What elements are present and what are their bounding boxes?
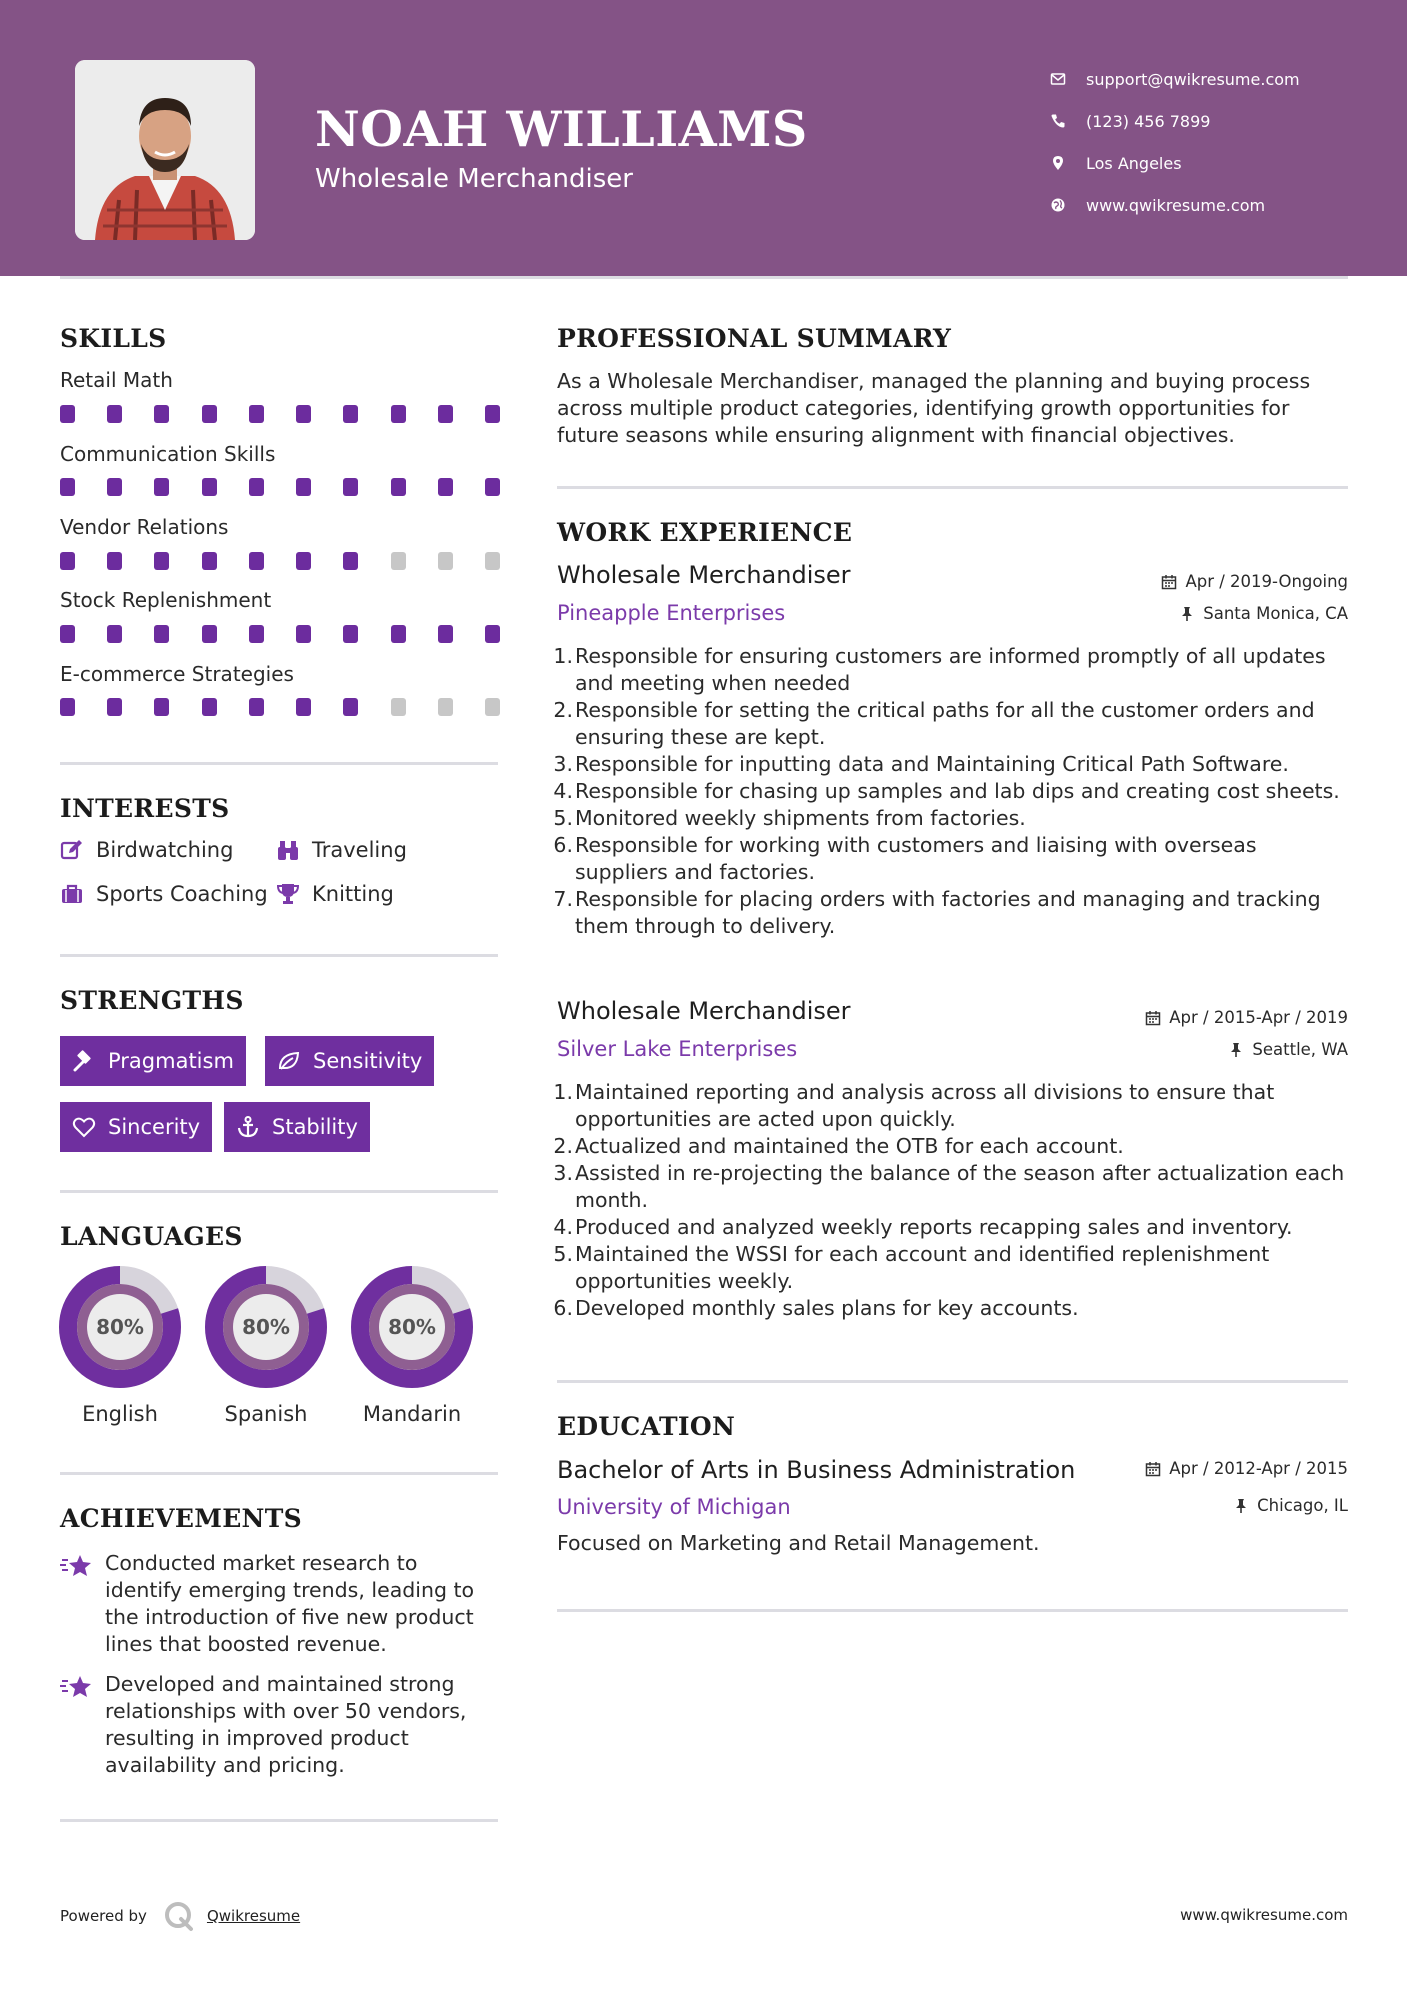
education-dates-text: Apr / 2012-Apr / 2015 [1169,1459,1348,1478]
job-dates-text: Apr / 2019-Ongoing [1185,572,1348,591]
candidate-title: Wholesale Merchandiser [315,164,633,194]
list-item: Assisted in re-projecting the balance of the season after actualization each month. [575,1161,1345,1212]
skill-dot-filled [154,552,169,570]
language-percent: 80% [96,1315,144,1339]
skill-label: Communication Skills [60,442,276,466]
profile-photo [75,60,255,240]
skill-dot-filled [107,478,122,496]
skill-dot-filled [154,405,169,423]
skill-rating [60,478,500,496]
list-item: Maintained reporting and analysis across all divisions to ensure that opportunities are acted upon quickly. [575,1080,1275,1131]
strength-label: Pragmatism [108,1049,234,1073]
skill-dot-filled [343,478,358,496]
skill-dot-empty [485,698,500,716]
skill-rating [60,698,500,716]
school-name: University of Michigan [557,1495,791,1519]
skills-heading: SKILLS [60,324,167,353]
summary-heading: PROFESSIONAL SUMMARY [557,324,952,353]
skill-dot-filled [249,405,264,423]
skill-dot-filled [60,698,75,716]
skill-dot-filled [391,625,406,643]
skill-label: Stock Replenishment [60,588,272,612]
skill-dot-filled [154,698,169,716]
skill-dot-filled [154,625,169,643]
achievement-text: Developed and maintained strong relationships with over 50 vendors, resulting in improved product availability and pricing. [105,1672,467,1777]
footer-url[interactable]: www.qwikresume.com [1180,1906,1348,1924]
anchor-icon [236,1115,260,1139]
skill-dot-filled [343,552,358,570]
education-dates [1145,1459,1348,1478]
skill-dot-empty [391,552,406,570]
strength-tag [265,1036,434,1086]
skill-dot-filled [391,405,406,423]
skill-dot-filled [249,698,264,716]
header-divider [60,276,1348,279]
skill-dot-filled [107,698,122,716]
contact-website[interactable] [1050,184,1370,226]
skill-dot-filled [296,405,311,423]
strength-label: Sincerity [108,1115,201,1139]
skill-rating [60,625,500,643]
skill-dot-filled [438,625,453,643]
work-heading: WORK EXPERIENCE [557,518,853,547]
powered-by-text: Powered by [60,1907,147,1925]
contact-website-text: www.qwikresume.com [1086,195,1266,215]
skill-dot-filled [249,478,264,496]
skill-dot-filled [107,625,122,643]
section-divider [557,1380,1348,1383]
skill-dot-filled [249,625,264,643]
section-divider [60,1472,498,1475]
skill-dot-filled [343,405,358,423]
language-label: English [82,1402,158,1426]
strength-tag [60,1036,246,1086]
section-divider [557,486,1348,489]
list-item: Responsible for chasing up samples and lab dips and creating cost sheets. [575,779,1340,803]
language-gauge [59,1266,181,1388]
skill-dot-filled [154,478,169,496]
company-name: Pineapple Enterprises [557,601,786,625]
strength-tag [60,1102,212,1152]
calendar-icon [1145,1010,1161,1026]
education-location-text: Chicago, IL [1257,1496,1348,1515]
job-responsibilities [557,643,1347,940]
gavel-icon [72,1049,96,1073]
calendar-icon [1145,1461,1161,1477]
skill-dot-filled [202,478,217,496]
skill-dot-filled [296,478,311,496]
contact-location-text: Los Angeles [1086,153,1182,173]
skill-dot-empty [485,552,500,570]
skill-dot-filled [296,552,311,570]
skill-dot-filled [202,698,217,716]
heart-icon [72,1115,96,1139]
skill-rating [60,405,500,423]
strength-label: Sensitivity [313,1049,423,1073]
interests-heading: INTERESTS [60,794,230,823]
skill-dot-filled [296,625,311,643]
pin-icon [1233,1498,1249,1514]
interest-label: Birdwatching [96,838,234,862]
list-item: Responsible for placing orders with factories and managing and tracking them through to delivery. [575,887,1321,938]
list-item: Maintained the WSSI for each account and identified replenishment opportunities weekly. [575,1242,1270,1293]
language-gauge [351,1266,473,1388]
interest-item [276,882,394,906]
achievement-item [60,1550,500,1658]
map-pin-icon [1050,155,1086,171]
skill-dot-filled [202,625,217,643]
skill-dot-filled [202,405,217,423]
interest-item [276,838,407,862]
language-label: Mandarin [362,1402,462,1426]
list-item: Responsible for ensuring customers are informed promptly of all updates and meeting when needed [575,644,1326,695]
skill-dot-empty [438,698,453,716]
degree-title: Bachelor of Arts in Business Administration [557,1456,1076,1484]
skill-dot-filled [202,552,217,570]
contact-info [1050,58,1370,226]
skill-dot-filled [60,625,75,643]
calendar-icon [1161,574,1177,590]
skill-label: E-commerce Strategies [60,662,294,686]
globe-icon [1050,197,1086,213]
interest-item [60,882,268,906]
job-location [1228,1040,1348,1059]
skill-dot-filled [296,698,311,716]
skill-dot-filled [485,405,500,423]
job-title: Wholesale Merchandiser [557,561,851,589]
list-item: Actualized and maintained the OTB for each account. [575,1134,1124,1158]
envelope-icon [1050,71,1086,87]
skill-dot-filled [107,552,122,570]
contact-phone-text: (123) 456 7899 [1086,111,1211,131]
language-label: Spanish [224,1402,308,1426]
skill-dot-filled [485,478,500,496]
section-divider [60,1819,498,1822]
skill-dot-filled [438,405,453,423]
job-responsibilities [557,1079,1347,1322]
section-divider [557,1609,1348,1612]
list-item: Responsible for inputting data and Maintaining Critical Path Software. [575,752,1289,776]
trophy-icon [276,882,312,906]
achievement-item [60,1671,500,1779]
job-dates-text: Apr / 2015-Apr / 2019 [1169,1008,1348,1027]
candidate-name: NOAH WILLIAMS [315,100,808,158]
interest-label: Knitting [312,882,394,906]
list-item: Responsible for setting the critical paths for all the customer orders and ensuring these are kept. [575,698,1315,749]
job-location-text: Seattle, WA [1252,1040,1348,1059]
contact-email-text: support@qwikresume.com [1086,69,1300,89]
binoculars-icon [276,838,312,862]
language-percent: 80% [242,1315,290,1339]
skill-dot-empty [391,698,406,716]
skill-dot-empty [438,552,453,570]
contact-phone[interactable] [1050,100,1370,142]
interest-label: Traveling [312,838,407,862]
strength-label: Stability [272,1115,358,1139]
footer-powered-by [60,1900,300,1932]
section-divider [60,1190,498,1193]
list-item: Developed monthly sales plans for key accounts. [575,1296,1079,1320]
skill-dot-filled [343,698,358,716]
skill-dot-filled [60,405,75,423]
skill-dot-filled [60,552,75,570]
summary-text: As a Wholesale Merchandiser, managed the planning and buying process across multiple product categories, identifying growth opportunities for future seasons while ensuring alignment with financial objectives. [557,369,1311,447]
skill-dot-filled [60,478,75,496]
skill-dot-filled [438,478,453,496]
job-dates [1161,572,1348,591]
achievements-heading: ACHIEVEMENTS [60,1504,302,1533]
language-percent: 80% [388,1315,436,1339]
contact-email[interactable] [1050,58,1370,100]
skill-dot-filled [485,625,500,643]
skill-dot-filled [107,405,122,423]
skill-dot-filled [391,478,406,496]
leaf-icon [277,1049,301,1073]
pin-icon [1228,1042,1244,1058]
job-title: Wholesale Merchandiser [557,997,851,1025]
list-item: Responsible for working with customers and liaising with overseas suppliers and factories. [575,833,1257,884]
star-icon [60,1671,105,1779]
education-note: Focused on Marketing and Retail Management. [557,1531,1040,1555]
phone-icon [1050,113,1086,129]
job-location-text: Santa Monica, CA [1203,604,1348,623]
skill-dot-filled [343,625,358,643]
education-heading: EDUCATION [557,1412,736,1441]
achievement-text: Conducted market research to identify emerging trends, leading to the introduction of five new product lines that boosted revenue. [105,1551,475,1656]
company-name: Silver Lake Enterprises [557,1037,798,1061]
edit-icon [60,838,96,862]
qwikresume-link[interactable]: Qwikresume [206,1907,301,1925]
star-icon [60,1550,105,1658]
section-divider [60,954,498,957]
contact-location [1050,142,1370,184]
briefcase-icon [60,882,96,906]
languages-heading: LANGUAGES [60,1222,243,1251]
job-location [1179,604,1348,623]
strengths-heading: STRENGTHS [60,986,244,1015]
section-divider [60,762,498,765]
pin-icon [1179,606,1195,622]
skill-dot-filled [249,552,264,570]
job-dates [1145,1008,1348,1027]
qwikresume-logo-icon [163,1900,195,1932]
list-item: Monitored weekly shipments from factories. [575,806,1026,830]
interest-item [60,838,233,862]
skill-rating [60,552,500,570]
skill-label: Retail Math [60,368,173,392]
education-location [1233,1496,1348,1515]
strength-tag [224,1102,370,1152]
list-item: Produced and analyzed weekly reports recapping sales and inventory. [575,1215,1293,1239]
interest-label: Sports Coaching [96,882,268,906]
language-gauge [205,1266,327,1388]
skill-label: Vendor Relations [60,515,229,539]
